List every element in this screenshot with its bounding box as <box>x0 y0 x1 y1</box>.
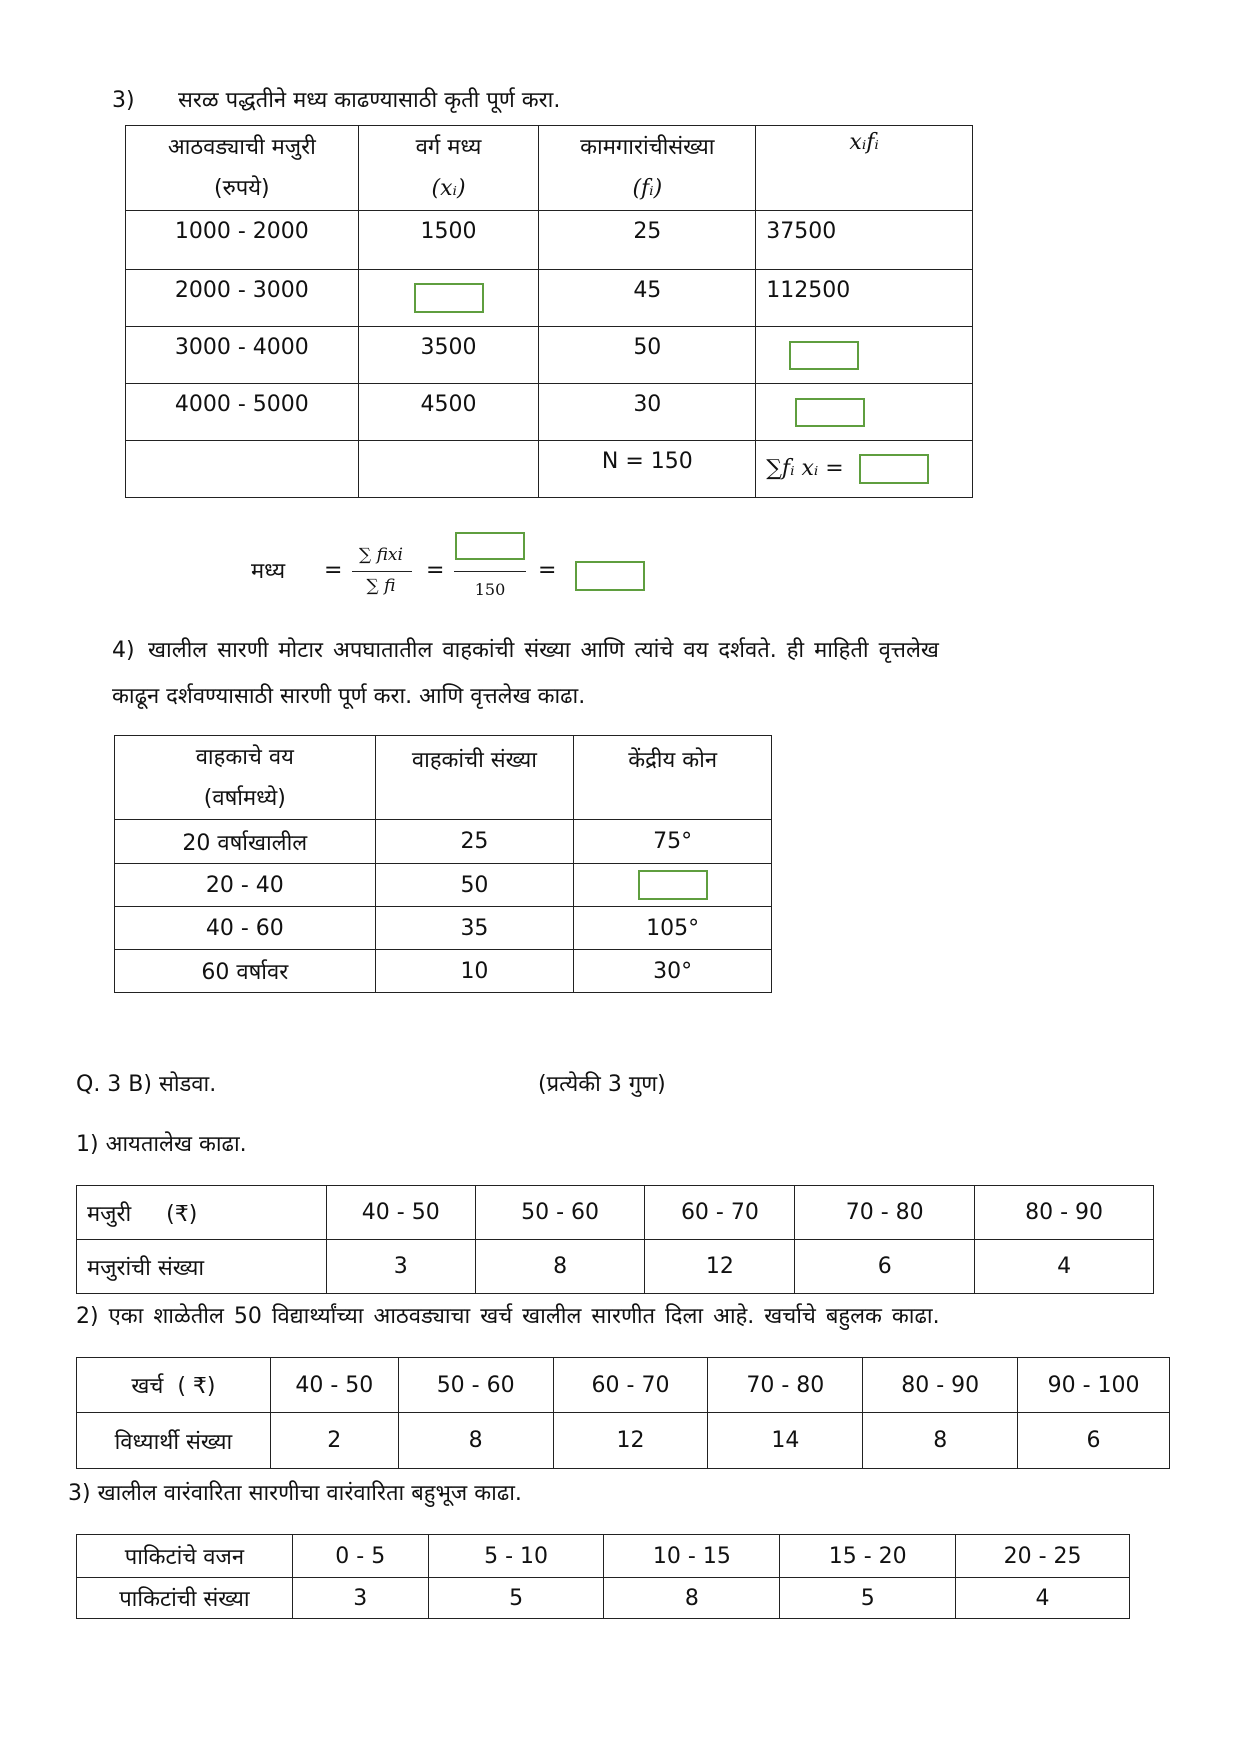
fraction-line <box>352 571 412 572</box>
value-cell: 5 <box>780 1578 956 1619</box>
header-age-line1: वाहकाचे वय <box>195 744 294 770</box>
header-age <box>115 736 376 820</box>
cell-angle: 30° <box>574 950 772 993</box>
cell-product <box>756 384 973 441</box>
q3-instruction: सरळ पद्धतीने मध्य काढण्यासाठी कृती पूर्ण करा. <box>178 88 561 113</box>
cell-freq: 45 <box>539 270 756 327</box>
value-cell: 3 <box>292 1578 428 1619</box>
q4-number: 4) <box>112 638 135 663</box>
class-cell: 20 - 25 <box>956 1535 1130 1578</box>
header-age-line2: (वर्षामध्ये) <box>203 785 286 811</box>
value-cell: 8 <box>475 1240 645 1294</box>
fraction-line <box>454 571 526 572</box>
cell-range: 1000 - 2000 <box>126 211 359 270</box>
mean-label: मध्य <box>251 559 286 584</box>
class-cell: 70 - 80 <box>795 1186 975 1240</box>
cell-angle: 105° <box>574 907 772 950</box>
answer-box[interactable] <box>789 341 859 370</box>
header-product-text: xᵢfᵢ <box>849 130 879 155</box>
header-class-mark-line1: वर्ग मध्य <box>415 135 482 160</box>
value-cell: 6 <box>1018 1413 1170 1469</box>
header-class-mark-line2: (xᵢ) <box>431 176 466 201</box>
header-workers-line2: (fᵢ) <box>632 176 663 201</box>
section-marks: (प्रत्येकी 3 गुण) <box>538 1072 666 1097</box>
class-cell: 80 - 90 <box>863 1358 1018 1413</box>
cell-range: 3000 - 4000 <box>126 327 359 384</box>
value-cell: 12 <box>645 1240 795 1294</box>
class-cell: 10 - 15 <box>604 1535 780 1578</box>
class-cell: 90 - 100 <box>1018 1358 1170 1413</box>
row-label-students: विध्यार्थी संख्या <box>77 1413 271 1469</box>
answer-box[interactable] <box>455 532 525 560</box>
answer-box[interactable] <box>795 398 865 427</box>
p3-instruction: 3) खालील वारंवारिता सारणीचा वारंवारिता बहुभूज काढा. <box>68 1481 522 1506</box>
header-product <box>756 126 973 211</box>
row-label-weight: पाकिटांचे वजन <box>77 1535 293 1578</box>
value-cell: 4 <box>975 1240 1154 1294</box>
value-cell: 4 <box>956 1578 1130 1619</box>
formula-numerator: ∑ fixi <box>359 545 403 565</box>
polygon-table <box>76 1534 1130 1619</box>
value-cell: 8 <box>863 1413 1018 1469</box>
value-cell: 12 <box>553 1413 708 1469</box>
class-cell: 80 - 90 <box>975 1186 1154 1240</box>
row-label-workers: मजुरांची संख्या <box>77 1240 327 1294</box>
value-cell: 3 <box>326 1240 475 1294</box>
equals-sign: = <box>538 558 557 583</box>
mode-table <box>76 1357 1170 1469</box>
value-cell: 14 <box>708 1413 863 1469</box>
cell-count: 50 <box>375 864 574 907</box>
equals-sign: = <box>324 558 343 583</box>
header-class-mark <box>358 126 539 211</box>
answer-box[interactable] <box>638 870 708 900</box>
table-row <box>126 327 973 384</box>
cell-freq: 30 <box>539 384 756 441</box>
value-cell: 2 <box>270 1413 398 1469</box>
cell-empty <box>358 441 539 498</box>
answer-box[interactable] <box>575 561 645 591</box>
header-central-angle: केंद्रीय कोन <box>574 736 772 820</box>
row-label-packets: पाकिटांची संख्या <box>77 1578 293 1619</box>
cell-age: 20 - 40 <box>115 864 376 907</box>
answer-box[interactable] <box>414 283 484 313</box>
header-wages-line2: (रुपये) <box>214 176 270 201</box>
table-row <box>115 820 772 864</box>
row-label-wages: मजुरी (₹) <box>77 1186 327 1240</box>
class-cell: 50 - 60 <box>475 1186 645 1240</box>
cell-angle: 75° <box>574 820 772 864</box>
cell-product: 37500 <box>756 211 973 270</box>
class-cell: 5 - 10 <box>428 1535 604 1578</box>
cell-range: 4000 - 5000 <box>126 384 359 441</box>
sum-label: ∑fᵢ xᵢ = <box>766 456 844 481</box>
equals-sign: = <box>426 558 445 583</box>
table-row <box>126 270 973 327</box>
header-workers-line1: कामगारांचीसंख्या <box>580 135 715 160</box>
cell-freq: 50 <box>539 327 756 384</box>
value-cell: 6 <box>795 1240 975 1294</box>
header-wages <box>126 126 359 211</box>
cell-mid: 4500 <box>358 384 539 441</box>
cell-mid <box>358 270 539 327</box>
cell-total-n: N = 150 <box>539 441 756 498</box>
table-row <box>115 864 772 907</box>
cell-age: 20 वर्षाखालील <box>115 820 376 864</box>
section-title: Q. 3 B) सोडवा. <box>76 1072 217 1097</box>
formula-denominator: ∑ fi <box>366 576 396 596</box>
cell-sum <box>756 441 973 498</box>
cell-count: 35 <box>375 907 574 950</box>
mean-table <box>125 125 973 498</box>
class-cell: 60 - 70 <box>553 1358 708 1413</box>
class-cell: 40 - 50 <box>270 1358 398 1413</box>
cell-angle <box>574 864 772 907</box>
formula-denominator-150: 150 <box>474 580 506 599</box>
header-driver-count: वाहकांची संख्या <box>375 736 574 820</box>
cell-empty <box>126 441 359 498</box>
cell-count: 25 <box>375 820 574 864</box>
table-row <box>126 441 973 498</box>
header-workers <box>539 126 756 211</box>
cell-freq: 25 <box>539 211 756 270</box>
pie-table <box>114 735 772 993</box>
q3-number: 3) <box>112 88 135 113</box>
table-row <box>126 211 973 270</box>
row-label-expense: खर्च ( ₹) <box>77 1358 271 1413</box>
p1-instruction: 1) आयतालेख काढा. <box>76 1132 247 1157</box>
class-cell: 50 - 60 <box>398 1358 553 1413</box>
value-cell: 8 <box>604 1578 780 1619</box>
table-row <box>126 384 973 441</box>
value-cell: 5 <box>428 1578 604 1619</box>
cell-product <box>756 327 973 384</box>
class-cell: 0 - 5 <box>292 1535 428 1578</box>
value-cell: 8 <box>398 1413 553 1469</box>
q4-instruction-line1: खालील सारणी मोटार अपघातातील वाहकांची संख्या आणि त्यांचे वय दर्शवते. ही माहिती वृत्तलेख <box>148 638 939 663</box>
class-cell: 40 - 50 <box>326 1186 475 1240</box>
cell-mid: 3500 <box>358 327 539 384</box>
cell-range: 2000 - 3000 <box>126 270 359 327</box>
cell-mid: 1500 <box>358 211 539 270</box>
p2-instruction: 2) एका शाळेतील 50 विद्यार्थ्यांच्या आठवड्याचा खर्च खालील सारणीत दिला आहे. खर्चाचे बहुलक काढा. <box>76 1304 940 1329</box>
class-cell: 70 - 80 <box>708 1358 863 1413</box>
cell-count: 10 <box>375 950 574 993</box>
table-row <box>115 950 772 993</box>
table-row <box>115 907 772 950</box>
histogram-table <box>76 1185 1154 1294</box>
header-wages-line1: आठवड्याची मजुरी <box>167 135 316 160</box>
class-cell: 60 - 70 <box>645 1186 795 1240</box>
class-cell: 15 - 20 <box>780 1535 956 1578</box>
answer-box[interactable] <box>859 454 929 484</box>
cell-age: 60 वर्षावर <box>115 950 376 993</box>
cell-product: 112500 <box>756 270 973 327</box>
cell-age: 40 - 60 <box>115 907 376 950</box>
q4-instruction-line2: काढून दर्शवण्यासाठी सारणी पूर्ण करा. आणि वृत्तलेख काढा. <box>112 684 586 709</box>
